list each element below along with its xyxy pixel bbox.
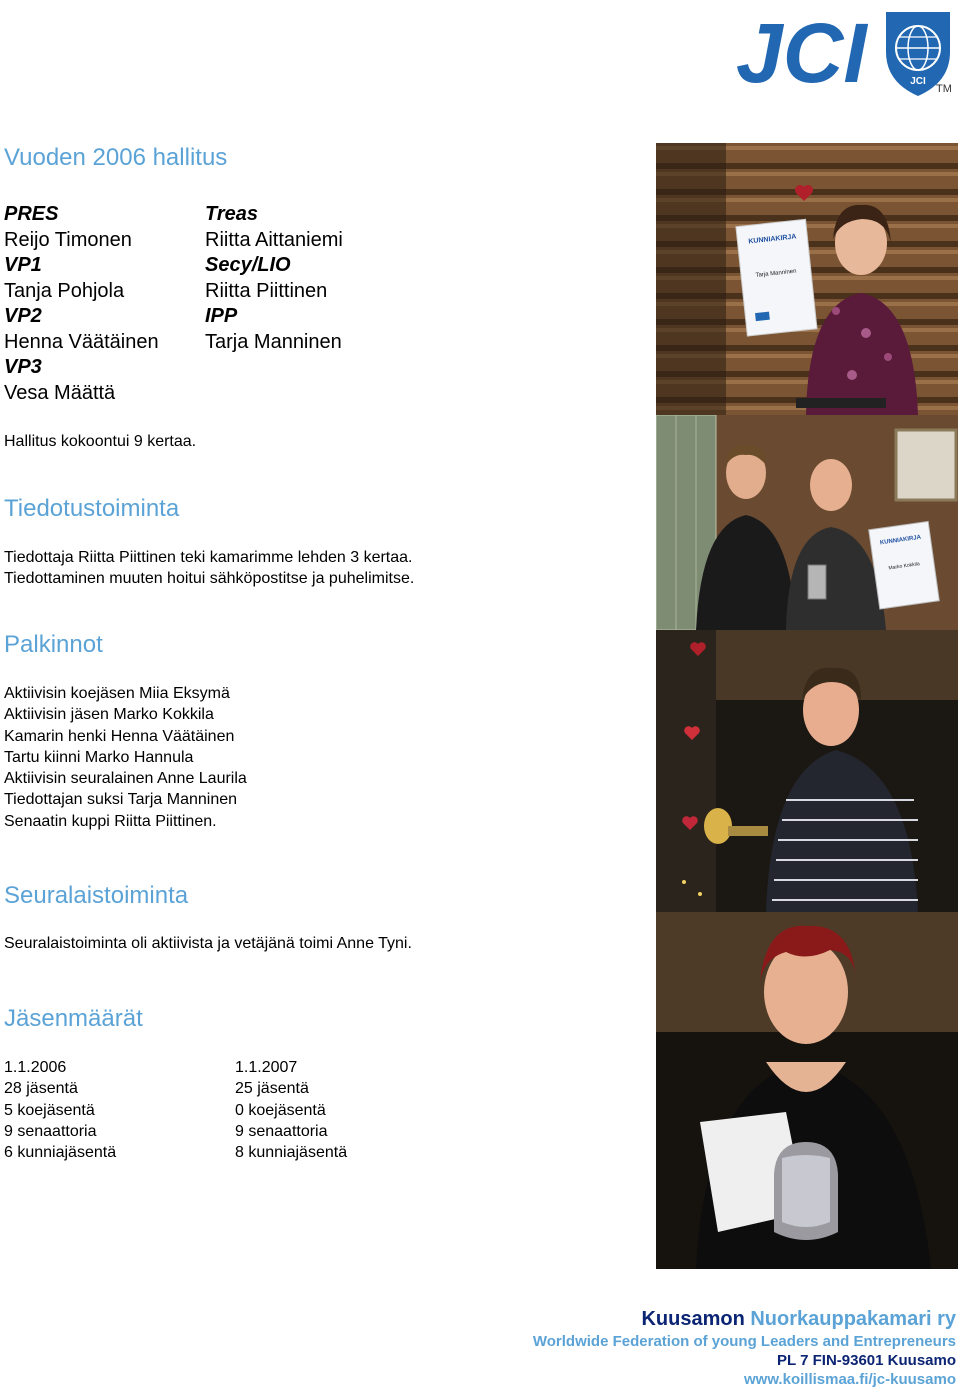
member-name: Riitta Aittaniemi xyxy=(205,228,343,251)
member-name: Tarja Manninen xyxy=(205,330,342,353)
jci-logo xyxy=(736,4,954,96)
table-cell: 25 jäsentä xyxy=(235,1080,309,1098)
certificate-title: KUNNIAKIRJA xyxy=(748,233,797,246)
member-name: Tanja Pohjola xyxy=(4,279,125,302)
certificate-name: Tarja Manninen xyxy=(755,268,797,279)
list-item: Kamarin henki Henna Väätäinen xyxy=(4,727,235,745)
jci-logo-text: JCI xyxy=(736,6,867,96)
footer-org-name xyxy=(641,1307,956,1331)
list-item: Aktiivisin jäsen Marko Kokkila xyxy=(4,706,214,724)
membership-col-2007 xyxy=(235,1057,347,1163)
list-item: Aktiivisin seuralainen Anne Laurila xyxy=(4,770,247,788)
info-heading: Tiedotustoiminta xyxy=(4,495,180,522)
role-label: Secy/LIO xyxy=(205,254,291,276)
board-meetings-text: Hallitus kokoontui 9 kertaa. xyxy=(4,433,197,450)
text-line: Tiedottaminen muuten hoitui sähköpostitse ja puhelimitse. xyxy=(4,570,415,588)
certificate-title: KUNNIAKIRJA xyxy=(879,534,922,547)
board-left-column xyxy=(4,202,159,406)
svg-text:JCI: JCI xyxy=(910,76,926,87)
photo-award-two-men xyxy=(656,415,958,630)
role-label: PRES xyxy=(4,203,59,225)
list-item: Tiedottajan suksi Tarja Manninen xyxy=(4,791,238,809)
membership-col-2006 xyxy=(4,1057,116,1163)
info-text xyxy=(4,547,414,590)
photo-award-woman-trophy xyxy=(656,912,958,1269)
footer-website-link[interactable]: www.koillismaa.fi/jc-kuusamo xyxy=(743,1371,956,1388)
role-label: VP2 xyxy=(4,305,42,327)
photo-graphic xyxy=(656,415,958,630)
table-cell: 1.1.2006 xyxy=(4,1059,67,1076)
table-cell: 0 koejäsentä xyxy=(235,1101,326,1119)
photo-award-man-trophy xyxy=(656,630,958,912)
footer-address: PL 7 FIN-93601 Kuusamo xyxy=(777,1352,956,1369)
photo-graphic xyxy=(656,630,958,912)
table-cell: 8 kunniajäsentä xyxy=(235,1144,348,1162)
jci-logo-graphic xyxy=(736,4,954,96)
list-item: Tartu kiinni Marko Hannula xyxy=(4,748,194,766)
list-item: Senaatin kuppi Riitta Piittinen. xyxy=(4,812,217,830)
role-label: VP3 xyxy=(4,356,42,378)
trademark-mark: TM xyxy=(936,83,952,95)
table-cell: 1.1.2007 xyxy=(235,1059,298,1076)
member-name: Reijo Timonen xyxy=(4,228,132,251)
org-name-part2: Nuorkauppakamari ry xyxy=(750,1308,956,1330)
table-cell: 9 senaattoria xyxy=(235,1122,328,1140)
text-line: Tiedottaja Riitta Piittinen teki kamarimme lehden 3 kertaa. xyxy=(4,549,413,566)
role-label: VP1 xyxy=(4,254,42,276)
footer-tagline: Worldwide Federation of young Leaders and Entrepreneurs xyxy=(532,1333,956,1350)
role-label: IPP xyxy=(205,305,238,327)
table-cell: 9 senaattoria xyxy=(4,1122,97,1140)
member-name: Henna Väätäinen xyxy=(4,330,159,353)
org-name-part1: Kuusamon xyxy=(641,1308,745,1330)
photo-graphic xyxy=(656,912,958,1269)
board-heading: Vuoden 2006 hallitus xyxy=(4,144,228,171)
awards-list xyxy=(4,683,247,832)
board-right-column xyxy=(205,202,343,355)
member-name: Vesa Määttä xyxy=(4,381,116,404)
table-cell: 28 jäsentä xyxy=(4,1080,78,1098)
list-item: Aktiivisin koejäsen Miia Eksymä xyxy=(4,685,230,702)
companion-text: Seuralaistoiminta oli aktiivista ja vetäjänä toimi Anne Tyni. xyxy=(4,935,412,952)
member-name: Riitta Piittinen xyxy=(205,279,328,302)
table-cell: 5 koejäsentä xyxy=(4,1101,95,1119)
photo-graphic xyxy=(656,143,958,415)
certificate-name: Marko Kokkila xyxy=(888,561,921,572)
photo-award-woman-certificate xyxy=(656,143,958,415)
awards-heading: Palkinnot xyxy=(4,631,103,658)
table-cell: 6 kunniajäsentä xyxy=(4,1144,117,1162)
companion-heading: Seuralaistoiminta xyxy=(4,882,189,909)
membership-heading: Jäsenmäärät xyxy=(4,1005,143,1032)
role-label: Treas xyxy=(205,203,259,225)
